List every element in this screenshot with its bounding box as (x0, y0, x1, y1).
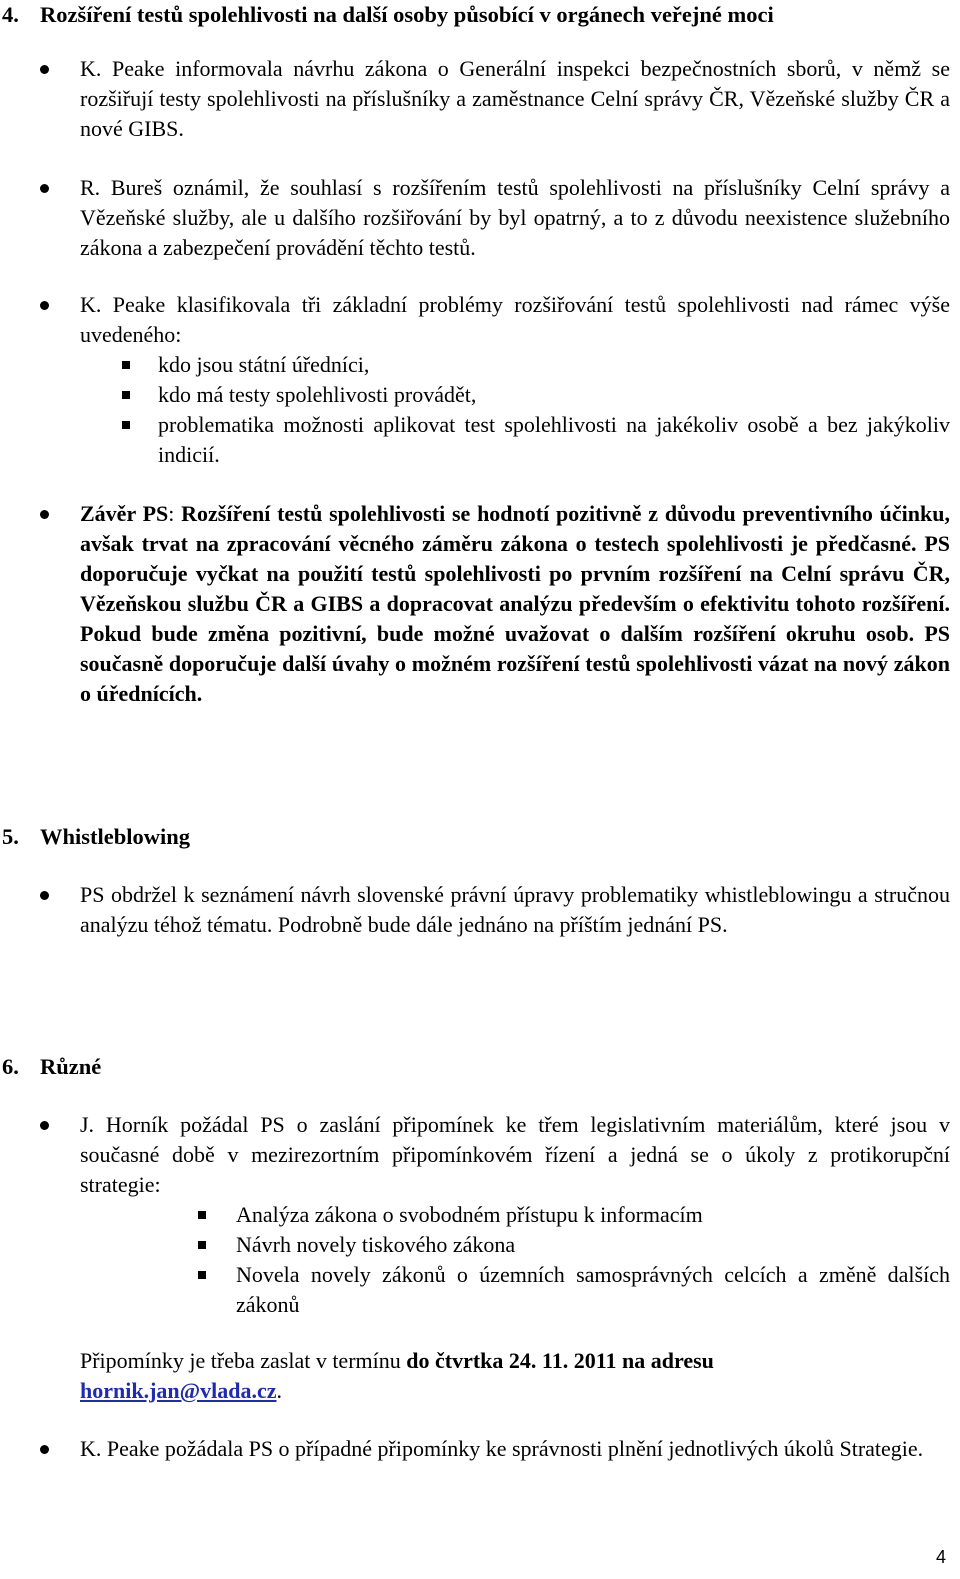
section-4-heading (2, 0, 774, 30)
list-item (80, 380, 950, 410)
section-6-deadline (80, 1346, 950, 1406)
section-6-item-1 (80, 1110, 950, 1320)
list-item (80, 410, 950, 470)
list-item-text: Novela novely zákonů o územních samosprávných celcích a změně dalších zákonů (236, 1262, 950, 1317)
square-bullet-icon (198, 1241, 206, 1249)
bullet-icon (40, 891, 49, 900)
square-bullet-icon (122, 421, 130, 429)
section-6-heading (2, 1052, 101, 1082)
paragraph: K. Peake informovala návrhu zákona o Generální inspekci bezpečnostních sborů, v němž se rozšiřují testy spolehlivosti na příslušníky a zaměstnance Celní správy ČR, Vězeňské služby ČR a nové GIBS. (80, 56, 950, 141)
list-item-text: kdo jsou státní úředníci, (158, 352, 370, 377)
materials-list (80, 1200, 950, 1320)
deadline-bold: do čtvrtka 24. 11. 2011 na adresu (406, 1348, 714, 1373)
paragraph: K. Peake klasifikovala tři základní problémy rozšiřování testů spolehlivosti nad rámec výše uvedeného: (80, 292, 950, 347)
section-5-heading (2, 822, 190, 852)
section-4-item-3 (80, 290, 950, 470)
problems-list (80, 350, 950, 470)
conclusion-paragraph (80, 499, 950, 709)
section-4-item-1 (80, 54, 950, 144)
square-bullet-icon (122, 391, 130, 399)
paragraph: J. Horník požádal PS o zaslání připomínek ke třem legislativním materiálům, které jsou v současné době v mezirezortním připomínkovém řízení a jedná se o úkoly z protikorupční strategie: (80, 1112, 950, 1197)
square-bullet-icon (198, 1211, 206, 1219)
list-item (80, 350, 950, 380)
deadline-prefix: Připomínky je třeba zaslat v termínu (80, 1348, 407, 1373)
paragraph: R. Bureš oznámil, že souhlasí s rozšířením testů spolehlivosti na příslušníky Celní správy a Vězeňské služby, ale u dalšího rozšiřování by byl opatrný, a to z důvodu neexistence služebního zákona a zabezpečení provádění těchto testů. (80, 175, 950, 260)
square-bullet-icon (198, 1271, 206, 1279)
section-4-title: Rozšíření testů spolehlivosti na další osoby působící v orgánech veřejné moci (40, 2, 774, 27)
paragraph: PS obdržel k seznámení návrh slovenské právní úpravy problematiky whistleblowingu a stručnou analýzu téhož tématu. Podrobně bude dále jednáno na příštím jednání PS. (80, 882, 950, 937)
bullet-icon (40, 65, 49, 74)
bullet-icon (40, 184, 49, 193)
list-item (80, 1230, 950, 1260)
list-item-text: Analýza zákona o svobodném přístupu k informacím (236, 1202, 703, 1227)
conclusion-colon: : (168, 501, 175, 526)
bullet-icon (40, 1121, 49, 1130)
email-link[interactable]: hornik.jan@vlada.cz (80, 1378, 277, 1403)
list-item-text: problematika možnosti aplikovat test spolehlivosti na jakékoliv osobě a bez jakýkoliv indicií. (158, 412, 950, 467)
paragraph: K. Peake požádala PS o případné připomínky ke správnosti plnění jednotlivých úkolů Strategie. (80, 1436, 924, 1461)
section-6-title: Různé (40, 1054, 102, 1079)
list-item-text: kdo má testy spolehlivosti provádět, (158, 382, 477, 407)
section-4-conclusion (80, 499, 950, 709)
list-item-text: Návrh novely tiskového zákona (236, 1232, 516, 1257)
section-4-number: 4. (2, 2, 19, 27)
page-number: 4 (935, 1547, 946, 1567)
section-5-number: 5. (2, 824, 19, 849)
deadline-paragraph (80, 1346, 950, 1406)
list-item (80, 1260, 950, 1320)
section-5-title: Whistleblowing (40, 824, 191, 849)
list-item (80, 1200, 950, 1230)
section-6-item-2 (80, 1434, 950, 1464)
section-4-item-2 (80, 173, 950, 263)
square-bullet-icon (122, 361, 130, 369)
section-6-number: 6. (2, 1054, 19, 1079)
deadline-suffix: . (276, 1378, 282, 1403)
section-5-item-1 (80, 880, 950, 940)
bullet-icon (40, 1445, 49, 1454)
conclusion-label: Závěr PS (80, 501, 169, 526)
conclusion-text: Rozšíření testů spolehlivosti se hodnotí pozitivně z důvodu preventivního účinku, avšak trvat na zpracování věcného záměru zákona o testech spolehlivosti je předčasné. PS doporučuje vyčkat na použití testů spolehlivosti po prvním rozšíření na Celní správu ČR, Vězeňskou službu ČR a GIBS a dopracovat analýzu především o efektivitu tohoto rozšíření. Pokud bude změna pozitivní, bude možné uvažovat o dalším rozšíření okruhu osob. PS současně doporučuje další úvahy o možném rozšíření testů spolehlivosti vázat na nový zákon o úřednících. (80, 501, 950, 706)
bullet-icon (40, 510, 49, 519)
bullet-icon (40, 301, 49, 310)
